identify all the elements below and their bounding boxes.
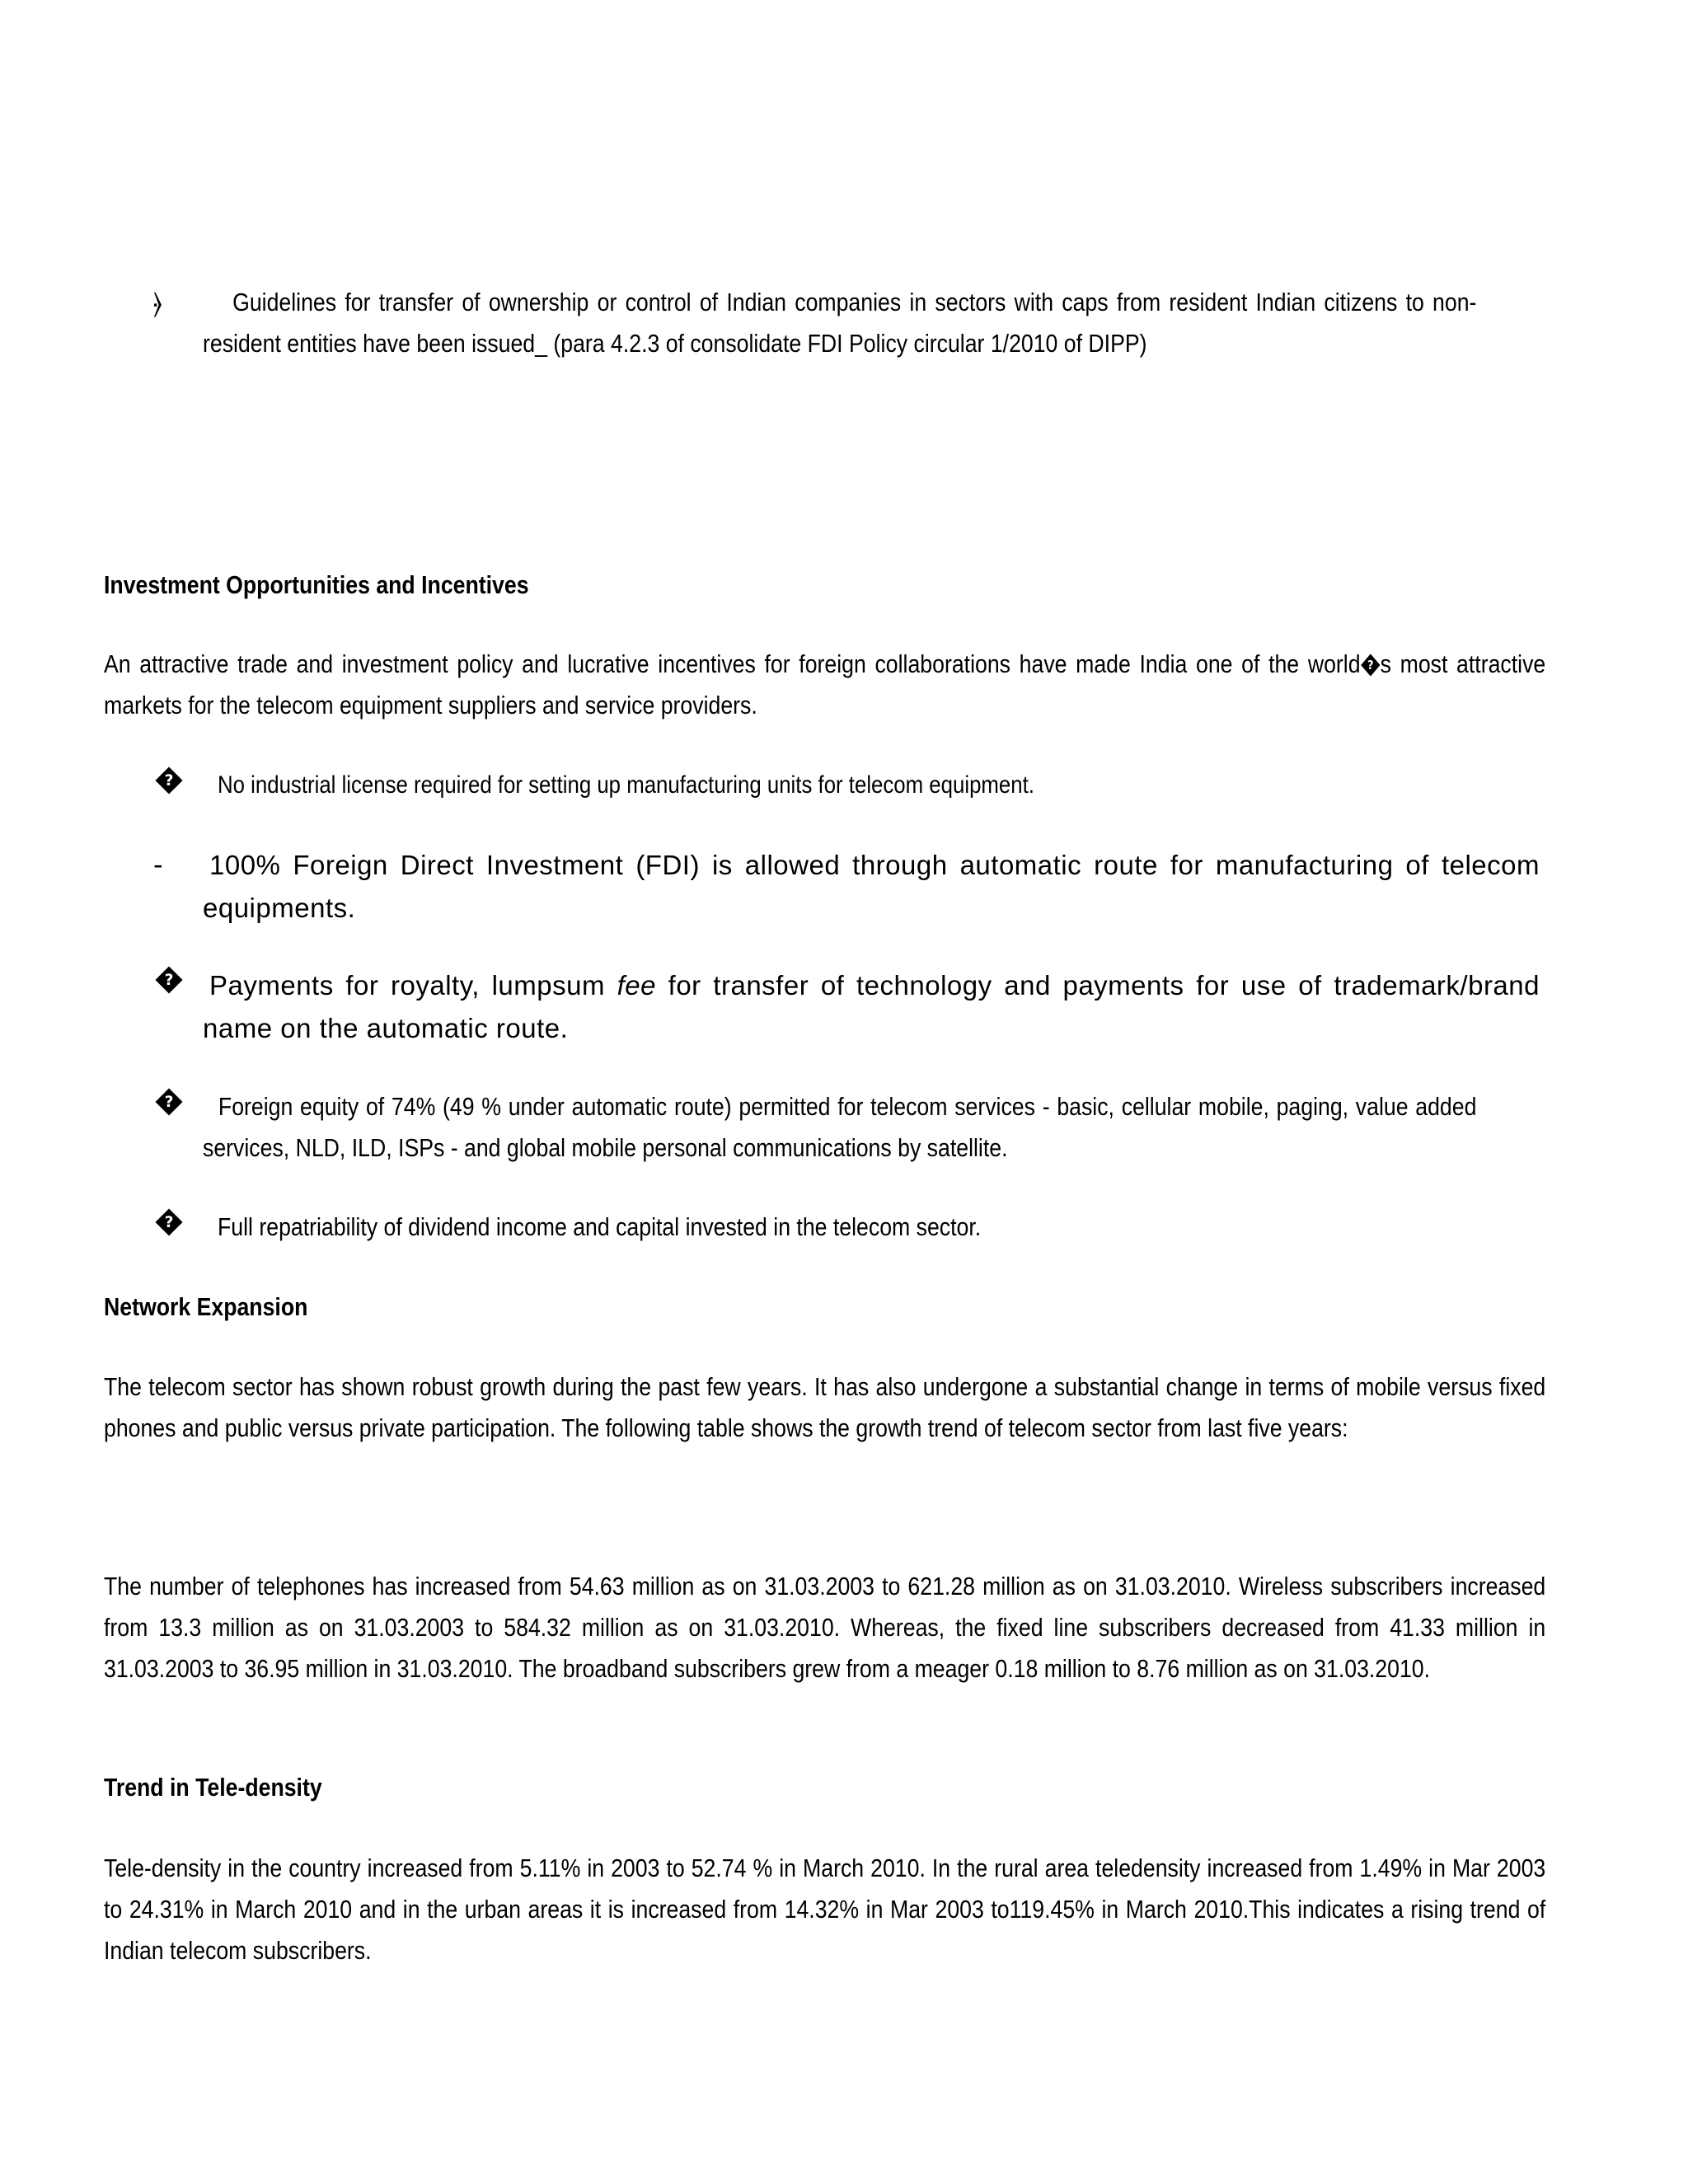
replacement-char-icon: ? — [155, 1208, 182, 1235]
bullet-text-guidelines: Guidelines for transfer of ownership or control of Indian companies in sectors with caps from resident Indian citizens to non-resident entities have been issued_ (para 4.2.3 of consolidate FDI Policy circular 1/2010 of DIPP) — [203, 288, 1477, 358]
bullet-marker-2: - — [153, 849, 163, 880]
paragraph-network-2: The number of telephones has increased from 54.63 million as on 31.03.2003 to 621.28 million as on 31.03.2010. Wireless subscribers increased from 13.3 million as on 31.03.2003 to 584.32 million as on 31.03.2010. Whereas, the fixed line subscribers decreased from 41.33 million in 31.03.2003 to 36.95 million in 31.03.2010. The broadband subscribers grew from a meager 0.18 million to 8.76 million as on 31.03.2010. — [104, 1572, 1546, 1683]
paragraph-teledensity: Tele-density in the country increased from 5.11% in 2003 to 52.74 % in March 2010. In the rural area teledensity increased from 1.49% in Mar 2003 to 24.31% in March 2010 and in the urban areas it is increased from 14.32% in Mar 2003 to119.45% in March 2010.This indicates a rising trend of Indian telecom subscribers. — [104, 1854, 1546, 1965]
bullet-3-after: for transfer of technology and payments for use of trademark/brand name on the automatic route. — [203, 970, 1540, 1043]
bullet-marker-guidelines: ⦒ — [153, 287, 162, 318]
intro-part2: s most attractive markets for the telecom equipment suppliers and service providers. — [104, 649, 1546, 719]
heading-teledensity: Trend in Tele-density — [104, 1773, 322, 1802]
heading-investment: Investment Opportunities and Incentives — [104, 570, 529, 599]
intro-part1: An attractive trade and investment policy and lucrative incentives for foreign collaborations have made India one of the world — [104, 649, 1361, 678]
bullet-text-3 — [203, 964, 1540, 1050]
replacement-char-icon: ? — [155, 966, 182, 993]
bullet-marker-5 — [157, 1207, 181, 1248]
paragraph-network-1: The telecom sector has shown robust growth during the past few years. It has also undergone a substantial change in terms of mobile versus fixed phones and public versus private participation. The following table shows the growth trend of telecom sector from last five years: — [104, 1372, 1546, 1442]
bullet-text-2: 100% Foreign Direct Investment (FDI) is allowed through automatic route for manufacturing of telecom equipments. — [203, 850, 1540, 923]
paragraph-investment-intro — [104, 644, 1545, 726]
bullet-marker-4 — [157, 1086, 181, 1127]
replacement-char-icon: ? — [1361, 654, 1380, 676]
bullet-3-before: Payments for royalty, lumpsum — [209, 970, 617, 1001]
heading-network-expansion: Network Expansion — [104, 1292, 308, 1321]
replacement-char-icon: ? — [155, 766, 182, 794]
bullet-marker-3 — [157, 964, 181, 1005]
replacement-char-icon: ? — [155, 1088, 182, 1115]
bullet-text-4: Foreign equity of 74% (49 % under automatic route) permitted for telecom services - basic, cellular mobile, paging, value added services, NLD, ILD, ISPs - and global mobile personal communications by satellite. — [203, 1092, 1477, 1162]
bullet-text-1: No industrial license required for setting up manufacturing units for telecom equipment. — [218, 771, 1034, 799]
bullet-text-5: Full repatriability of dividend income and capital invested in the telecom sector. — [218, 1212, 982, 1241]
bullet-3-italic: fee — [617, 970, 656, 1001]
bullet-marker-1 — [157, 765, 181, 806]
